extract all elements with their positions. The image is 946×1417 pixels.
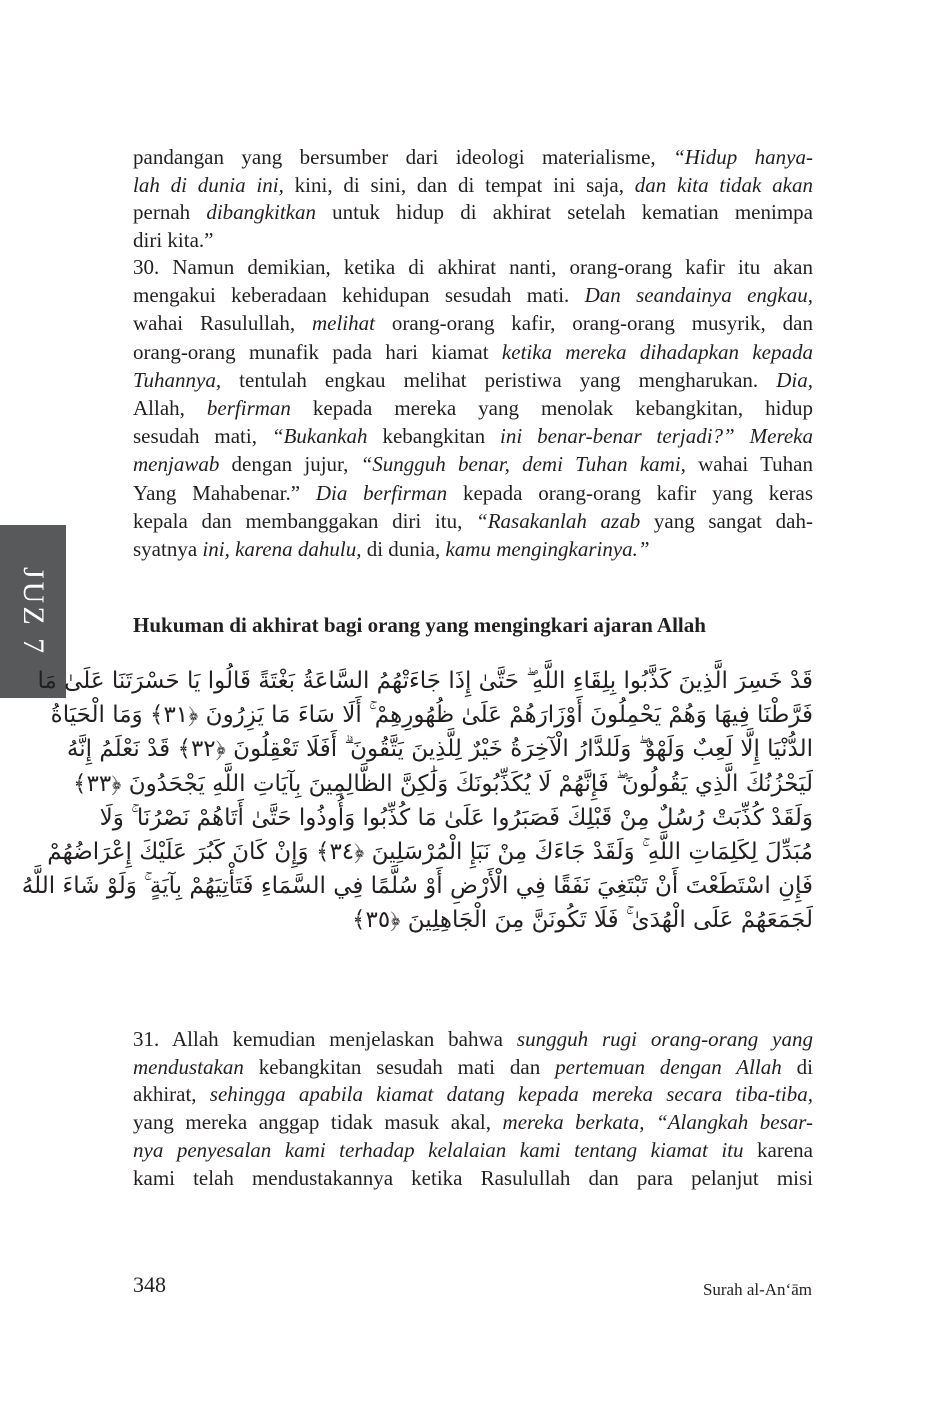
running-title: Surah al-An‘ām <box>702 1280 812 1299</box>
section-heading: Hukuman di akhirat bagi orang yang mengingkari ajaran Allah <box>133 613 706 637</box>
text-segment: wahai Rasulullah, <box>133 311 312 336</box>
text-line <box>133 172 813 200</box>
text-segment: Allah, <box>133 396 207 421</box>
italic-text: ketika mereka dihadapkan kepada <box>501 339 813 364</box>
text-segment: kepada orang-orang kafir yang keras <box>447 480 814 505</box>
italic-text: “Sungguh benar, demi Tuhan kami, <box>360 452 686 477</box>
text-line <box>133 309 813 337</box>
text-segment: Yang Mahabenar.” <box>133 480 316 505</box>
text-line <box>133 1054 813 1082</box>
text-segment: orang-orang kafir, orang-orang musyrik, dan <box>374 311 813 336</box>
text-line <box>133 422 813 450</box>
text-segment: di dunia, <box>361 537 446 562</box>
text-line <box>133 450 813 478</box>
italic-text: “Bukankah <box>271 424 368 449</box>
arabic-verses <box>21 664 813 938</box>
italic-text: “Hidup hanya- <box>673 145 813 169</box>
arabic-line: وَلَقَدْ كُذِّبَتْ رُسُلٌ مِنْ قَبْلِكَ فَصَبَرُوا عَلَىٰ مَا كُذِّبُوا وَأُوذُوا حَتَّىٰ أَتَاهُمْ نَصْرُنَا ۚ وَلَا <box>99 804 813 831</box>
text-segment: wahai Tuhan <box>685 452 813 477</box>
text-line <box>133 366 813 394</box>
text-line <box>133 227 813 255</box>
text-segment: kami telah mendustakannya ketika Rasulullah dan para pelanjut misi <box>133 1165 813 1190</box>
italic-text: lah di dunia ini, <box>133 172 284 197</box>
text-segment: kebangkitan sesudah mati dan <box>243 1054 556 1079</box>
text-segment: tentulah engkau melihat peristiwa yang mengharukan. <box>221 367 777 392</box>
text-line <box>133 507 813 535</box>
italic-text: mendustakan <box>133 1054 244 1079</box>
italic-text: ini benar-benar terjadi?” Mereka <box>500 424 813 449</box>
italic-text: berfirman <box>206 396 291 421</box>
arabic-line: الدُّنْيَا إِلَّا لَعِبٌ وَلَهْوٌ ۖ وَلَلدَّارُ الْآخِرَةُ خَيْرٌ لِلَّذِينَ يَتَّقُونَ ۗ أَفَلَا تَعْقِلُونَ ﴿٣٢﴾ قَدْ نَعْلَمُ إِنَّهُ <box>66 736 813 763</box>
text-line <box>133 281 813 309</box>
italic-text: dibangkitkan <box>206 200 316 225</box>
text-segment: sesudah mati, <box>133 424 272 449</box>
text-line <box>133 1137 813 1165</box>
text-line <box>133 535 813 563</box>
italic-text: nya penyesalan kami terhadap kelalaian kami tentang kiamat itu <box>133 1137 744 1162</box>
text-segment: di <box>781 1054 813 1079</box>
text-segment: mengakui keberadaan kehidupan sesudah mati. <box>133 283 585 308</box>
italic-text: kamu mengingkarinya.” <box>445 537 650 562</box>
text-line <box>133 199 813 227</box>
text-line <box>133 1026 813 1054</box>
text-segment: syatnya <box>133 537 203 562</box>
juz-label: JUZ 7 <box>17 566 50 657</box>
italic-text: sungguh rugi orang-orang yang <box>516 1027 813 1051</box>
text-segment: kepala dan membanggakan diri itu, <box>133 508 477 533</box>
text-line <box>133 479 813 507</box>
italic-text: melihat <box>311 311 375 336</box>
italic-text: Dia berfirman <box>315 480 448 505</box>
italic-text: Dia, <box>776 367 813 392</box>
italic-text: menjawab <box>133 452 220 477</box>
text-segment: diri kita.” <box>133 228 214 253</box>
arabic-line: مُبَدِّلَ لِكَلِمَاتِ اللَّهِ ۚ وَلَقَدْ جَاءَكَ مِنْ نَبَإِ الْمُرْسَلِينَ ﴿٣٤﴾ وَإِنْ كَانَ كَبُرَ عَلَيْكَ إِعْرَاضُهُمْ <box>47 839 813 866</box>
text-segment: yang sangat dah- <box>640 508 813 533</box>
text-segment: kepada mereka yang menolak kebangkitan, hidup <box>290 396 813 421</box>
text-line <box>133 253 813 281</box>
text-line <box>133 1081 813 1109</box>
paragraph-30 <box>133 253 813 563</box>
paragraph-31 <box>133 1026 813 1192</box>
italic-text: “Rasakanlah azab <box>476 508 641 533</box>
text-line <box>133 394 813 422</box>
text-segment: karena <box>743 1137 813 1162</box>
text-segment: pandangan yang bersumber dari ideologi materialisme, <box>133 145 674 169</box>
arabic-line: لَيَحْزُنُكَ الَّذِي يَقُولُونَ ۖ فَإِنَّهُمْ لَا يُكَذِّبُونَكَ وَلَٰكِنَّ الظَّالِمِينَ بِآيَاتِ اللَّهِ يَجْحَدُونَ ﴿٣٣﴾ <box>72 770 813 797</box>
text-segment: yang mereka anggap tidak masuk akal, <box>133 1110 503 1135</box>
text-segment: kini, di sini, dan di tempat ini saja, <box>283 172 635 197</box>
text-segment: 31. Allah kemudian menjelaskan bahwa <box>133 1027 517 1051</box>
page-number: 348 <box>133 1272 166 1297</box>
text-segment: pernah <box>133 200 207 225</box>
italic-text: ini, karena dahulu, <box>202 537 362 562</box>
text-line <box>133 1109 813 1137</box>
italic-text: mereka berkata, “Alangkah besar- <box>502 1110 813 1135</box>
arabic-line: لَجَمَعَهُمْ عَلَى الْهُدَىٰ ۚ فَلَا تَكُونَنَّ مِنَ الْجَاهِلِينَ ﴿٣٥﴾ <box>352 907 813 934</box>
italic-text: Tuhannya, <box>133 367 222 392</box>
paragraph-continuation <box>133 144 813 255</box>
italic-text: pertemuan dengan Allah <box>555 1054 782 1079</box>
arabic-line: فَإِنِ اسْتَطَعْتَ أَنْ تَبْتَغِيَ نَفَقًا فِي الْأَرْضِ أَوْ سُلَّمًا فِي السَّمَاءِ فَتَأْتِيَهُمْ بِآيَةٍ ۚ وَلَوْ شَاءَ اللَّهُ <box>21 873 813 900</box>
text-line <box>133 1165 813 1193</box>
italic-text: Dan seandainya engkau, <box>584 283 813 308</box>
text-segment: kebangkitan <box>367 424 500 449</box>
text-line <box>133 338 813 366</box>
text-segment: akhirat, <box>133 1082 210 1107</box>
text-segment: 30. Namun demikian, ketika di akhirat nanti, orang-orang kafir itu akan <box>133 255 813 279</box>
text-segment: orang-orang munafik pada hari kiamat <box>133 339 502 364</box>
italic-text: dan kita tidak akan <box>634 172 813 197</box>
text-segment: dengan jujur, <box>219 452 361 477</box>
text-line <box>133 144 813 172</box>
italic-text: sehingga apabila kiamat datang kepada mereka secara tiba-tiba, <box>209 1082 814 1107</box>
text-segment: untuk hidup di akhirat setelah kematian menimpa <box>315 200 813 225</box>
arabic-line: فَرَّطْنَا فِيهَا وَهُمْ يَحْمِلُونَ أَوْزَارَهُمْ عَلَىٰ ظُهُورِهِمْ ۚ أَلَا سَاءَ مَا يَزِرُونَ ﴿٣١﴾ وَمَا الْحَيَاةُ <box>50 702 813 729</box>
arabic-line: قَدْ خَسِرَ الَّذِينَ كَذَّبُوا بِلِقَاءِ اللَّهِ ۖ حَتَّىٰ إِذَا جَاءَتْهُمُ السَّاعَةُ بَغْتَةً قَالُوا يَا حَسْرَتَنَا عَلَىٰ مَا <box>37 668 813 694</box>
